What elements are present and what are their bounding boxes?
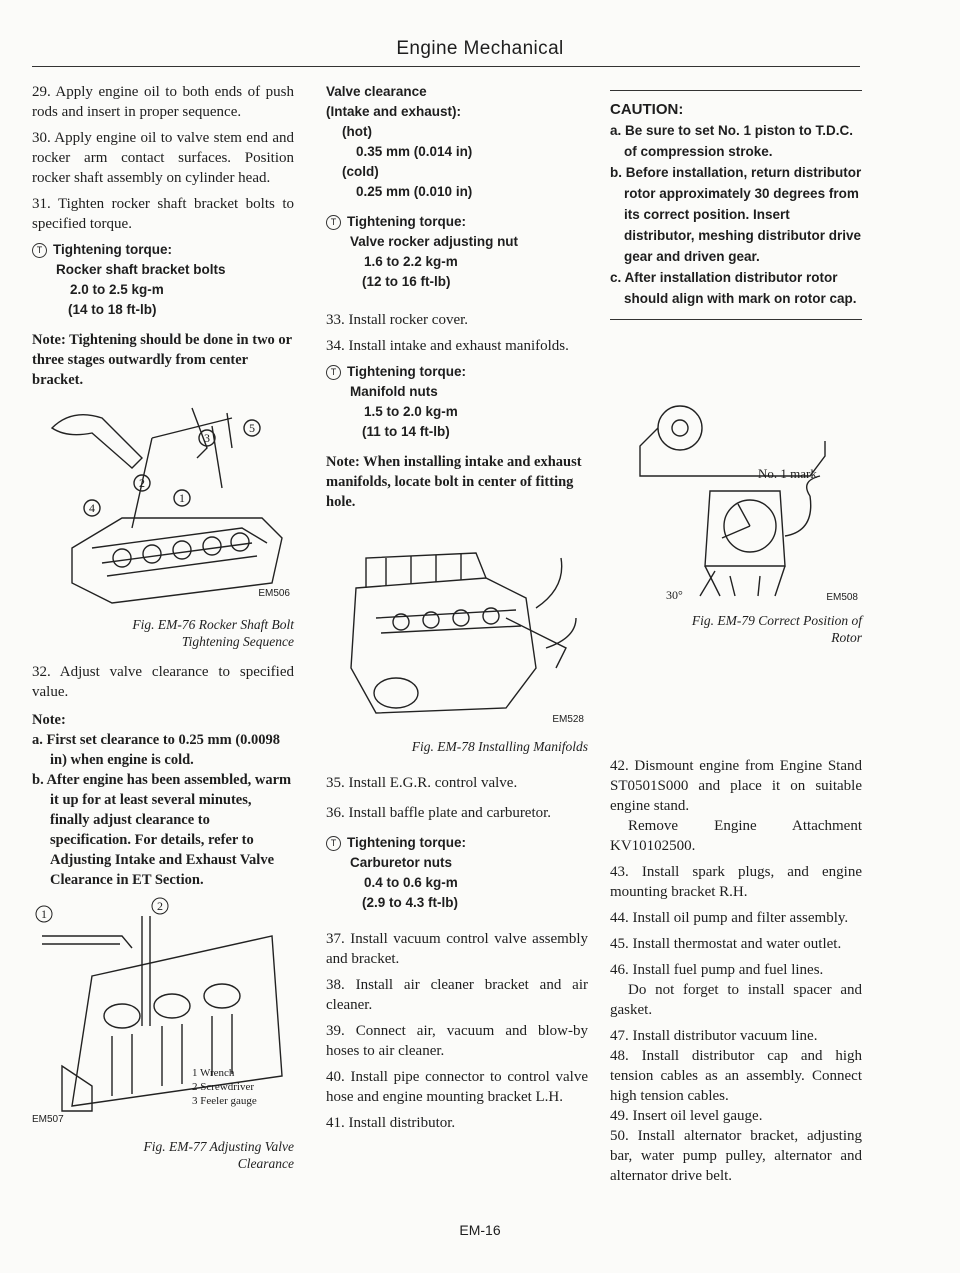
torque-title: Tightening torque: [347, 364, 466, 379]
step-46: 46. Install fuel pump and fuel lines. [610, 962, 824, 978]
spec-line: Valve clearance [326, 84, 427, 99]
note-title: Note: [32, 712, 66, 728]
svg-text:4: 4 [89, 501, 95, 515]
note-a: a. First set clearance to 0.25 mm (0.0098 in) when engine is cold. [32, 732, 281, 768]
figure-code: EM508 [826, 592, 858, 603]
step-47: 47. Install distributor vacuum line. [610, 1028, 818, 1044]
legend-item: 2 Screwdriver [192, 1081, 255, 1093]
step-48: 48. Install distributor cap and high tension cables as an assembly. Connect high tension cables. [610, 1048, 862, 1104]
torque-metric: 1.6 to 2.2 kg-m [364, 254, 458, 269]
column-left [32, 82, 294, 1172]
note-manifolds: Note: When installing intake and exhaust manifolds, locate bolt in center of fitting hole. [326, 454, 582, 510]
figure-em77 [32, 896, 294, 1126]
svg-text:1: 1 [41, 907, 47, 921]
step-45: 45. Install thermostat and water outlet. [610, 936, 842, 952]
note-b: b. After engine has been assembled, warm it up for at least several minutes, finally adjust clearance to specification. For details, refer to Adjusting Intake and Exhaust Valve Clearance in ET Section. [32, 772, 292, 888]
figure-em78 [326, 518, 588, 726]
figure-caption-line1: Fig. EM-76 Rocker Shaft Bolt [132, 617, 294, 632]
page-header: Engine Mechanical [396, 38, 564, 59]
step-31: 31. Tighten rocker shaft bracket bolts to specified torque. [32, 196, 294, 232]
column-middle [326, 82, 588, 1139]
torque-metric: 1.5 to 2.0 kg-m [364, 404, 458, 419]
spec-line: (Intake and exhaust): [326, 104, 462, 119]
torque-spec-manifold [326, 362, 588, 442]
callout-no1-mark: No. 1 mark [758, 466, 817, 481]
torque-imperial: (2.9 to 4.3 ft-lb) [362, 895, 459, 910]
spec-line: (cold) [342, 164, 379, 179]
legend-item: 1 Wrench [192, 1067, 235, 1079]
spec-line: 0.25 mm (0.010 in) [356, 184, 473, 199]
figure-code: EM528 [552, 714, 584, 725]
step-32: 32. Adjust valve clearance to specified value. [32, 664, 294, 700]
callout-angle: 30° [666, 588, 683, 602]
figure-caption-line1: Fig. EM-77 Adjusting Valve [143, 1139, 294, 1154]
caution-a: a. Be sure to set No. 1 piston to T.D.C. of compression stroke. [610, 123, 854, 159]
step-49: 49. Insert oil level gauge. [610, 1108, 763, 1124]
step-42: 42. Dismount engine from Engine Stand ST0501S000 and place it on suitable engine stand. [610, 758, 862, 814]
caution-b: b. Before installation, return distributor rotor approximately 30 degrees from its correct position. Insert distributor, meshing distributor drive gear and driven gear. [610, 165, 862, 264]
svg-text:3: 3 [204, 431, 210, 445]
caution-box [610, 90, 862, 320]
step-40: 40. Install pipe connector to control valve hose and engine mounting bracket L.H. [326, 1069, 588, 1105]
svg-text:2: 2 [139, 476, 145, 490]
step-46-sub: Do not forget to install spacer and gasket. [610, 982, 862, 1018]
note-tightening: Note: Tightening should be done in two or three stages outwardly from center bracket. [32, 332, 292, 388]
column-right [610, 82, 862, 1192]
torque-spec-rocker-nut [326, 212, 588, 292]
figure-caption-line1: Fig. EM-79 Correct Position of [691, 613, 862, 628]
svg-text:5: 5 [249, 421, 255, 435]
torque-item: Rocker shaft bracket bolts [56, 262, 226, 277]
step-38: 38. Install air cleaner bracket and air cleaner. [326, 977, 588, 1013]
header-rule [32, 66, 860, 67]
torque-spec-rocker [32, 240, 294, 320]
figure-caption-line2: Tightening Sequence [181, 634, 294, 649]
caution-title: CAUTION: [610, 101, 684, 118]
figure-legend [192, 1066, 257, 1108]
torque-icon: T [326, 365, 341, 380]
figure-caption: Fig. EM-78 Installing Manifolds [411, 739, 588, 754]
step-37: 37. Install vacuum control valve assembly and bracket. [326, 931, 588, 967]
caution-c: c. After installation distributor rotor should align with mark on rotor cap. [610, 267, 862, 320]
figure-code: EM507 [32, 1114, 64, 1125]
torque-item: Carburetor nuts [350, 855, 453, 870]
torque-title: Tightening torque: [53, 242, 172, 257]
step-44: 44. Install oil pump and filter assembly. [610, 910, 849, 926]
step-39: 39. Connect air, vacuum and blow-by hoses to air cleaner. [326, 1023, 588, 1059]
valve-clearance-spec [326, 82, 588, 202]
manifold-illustration [326, 518, 588, 726]
torque-imperial: (14 to 18 ft-lb) [68, 302, 157, 317]
step-36: 36. Install baffle plate and carburetor. [326, 805, 552, 821]
torque-spec-carburetor [326, 833, 588, 913]
legend-item: 3 Feeler gauge [192, 1095, 257, 1107]
torque-metric: 2.0 to 2.5 kg-m [70, 282, 164, 297]
step-42-sub: Remove Engine Attachment KV10102500. [610, 818, 862, 854]
figure-em76 [32, 398, 294, 616]
torque-title: Tightening torque: [347, 214, 466, 229]
step-34: 34. Install intake and exhaust manifolds. [326, 338, 569, 354]
torque-item: Manifold nuts [350, 384, 438, 399]
step-30: 30. Apply engine oil to valve stem end and rocker arm contact surfaces. Position rocker shaft assembly on cylinder head. [32, 130, 294, 186]
spec-line: (hot) [342, 124, 372, 139]
figure-caption-line2: Rotor [831, 630, 862, 645]
rocker-shaft-illustration [32, 398, 294, 616]
distributor-rotor-illustration [610, 396, 862, 606]
torque-imperial: (11 to 14 ft-lb) [362, 424, 450, 439]
torque-icon: T [32, 243, 47, 258]
step-50: 50. Install alternator bracket, adjusting bar, water pump pulley, alternator and alternator drive belt. [610, 1128, 862, 1184]
spec-line: 0.35 mm (0.014 in) [356, 144, 473, 159]
page-number: EM-16 [459, 1222, 501, 1238]
torque-icon: T [326, 836, 341, 851]
figure-code: EM506 [258, 588, 290, 599]
step-41: 41. Install distributor. [326, 1115, 456, 1131]
figure-caption-line2: Clearance [237, 1156, 294, 1171]
step-29: 29. Apply engine oil to both ends of push rods and insert in proper sequence. [32, 84, 294, 120]
torque-icon: T [326, 215, 341, 230]
svg-text:2: 2 [157, 899, 163, 913]
svg-text:1: 1 [179, 491, 185, 505]
torque-title: Tightening torque: [347, 835, 466, 850]
step-43: 43. Install spark plugs, and engine mounting bracket R.H. [610, 864, 862, 900]
figure-em79 [610, 396, 862, 606]
torque-item: Valve rocker adjusting nut [350, 234, 519, 249]
torque-metric: 0.4 to 0.6 kg-m [364, 875, 458, 890]
step-33: 33. Install rocker cover. [326, 312, 469, 328]
step-35: 35. Install E.G.R. control valve. [326, 775, 518, 791]
torque-imperial: (12 to 16 ft-lb) [362, 274, 451, 289]
